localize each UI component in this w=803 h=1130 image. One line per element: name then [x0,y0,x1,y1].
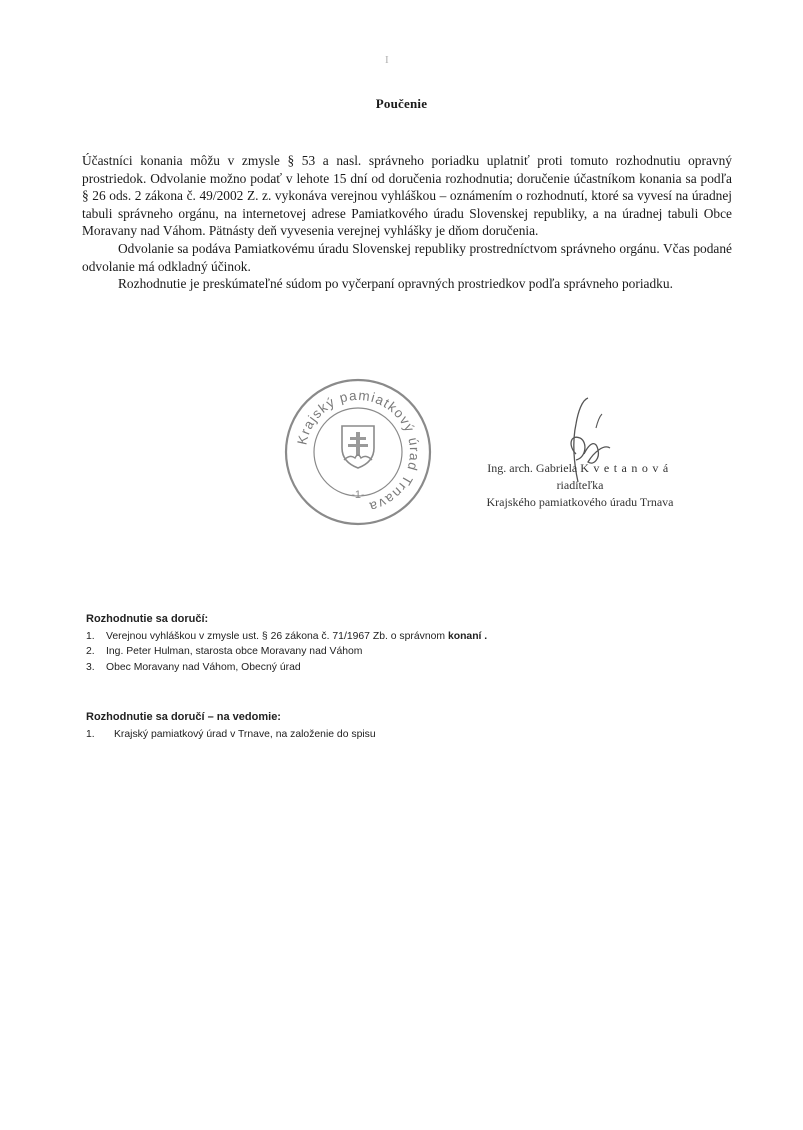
notice-items [86,727,376,743]
delivery-item [86,629,487,645]
paragraph-appeal-rights: Účastníci konania môžu v zmysle § 53 a nasl. správneho poriadku uplatniť proti tomuto rozhodnutiu opravný prostriedok. Odvolanie možno podať v lehote 15 dní od doručenia rozhodnutia; doručenie účastníkom konania sa podľa § 26 ods. 2 zákona č. 49/2002 Z. z. vykonáva verejnou vyhláškou – oznámením o rozhodnutí, ktoré sa vyvesí na úradnej tabuli správneho orgánu, na internetovej adrese Pamiatkového úradu Slovenskej republiky, a na úradnej tabuli Obce Moravany nad Váhom. Pätnásty deň vyvesenia verejnej vyhlášky je dňom doručenia. [82,153,732,239]
signature-block [445,460,715,511]
delivery-item [86,644,487,660]
signatory-name-prefix: Ing. arch. Gabriela [487,461,578,475]
stamp-number: -1- [351,489,365,501]
notice-title: Rozhodnutie sa doručí – na vedomie: [86,711,281,723]
delivery-item-bold-tail: konaní . [447,630,488,642]
delivery-item-text: Obec Moravany nad Váhom, Obecný úrad [106,661,301,673]
office-stamp [278,372,438,532]
stamp-ring-text: Krajský pamiatkový úrad Trnava [294,387,423,515]
instruction-body [82,152,732,293]
notice-item-number: 1. [86,728,95,740]
signatory-surname: Kvetanová [580,461,673,475]
signatory-role: riaditeľka [556,478,604,492]
notice-item [86,727,376,743]
page-number: I [385,54,389,66]
delivery-list [86,612,487,675]
notice-list [86,710,376,742]
delivery-item-number: 3. [86,661,95,673]
delivery-item-text: Ing. Peter Hulman, starosta obce Moravany nad Váhom [106,646,363,657]
delivery-item-number: 1. [86,630,95,642]
document-heading: Poučenie [375,96,428,111]
coat-of-arms-icon [342,426,374,468]
delivery-title: Rozhodnutie sa doručí: [86,613,209,625]
delivery-item-text: Verejnou vyhláškou v zmysle ust. § 26 zákona č. 71/1967 Zb. o správnom [106,630,446,642]
paragraph-appeal-submission: Odvolanie sa podáva Pamiatkovému úradu Slovenskej republiky prostredníctvom správneho orgánu. Včas podané odvolanie má odkladný účinok. [82,240,732,274]
signatory-office: Krajského pamiatkového úradu Trnava [486,495,674,509]
signatory-name [445,460,715,477]
delivery-items [86,629,487,676]
delivery-item [86,660,487,676]
notice-item-text: Krajský pamiatkový úrad v Trnave, na založenie do spisu [114,728,376,740]
paragraph-judicial-review: Rozhodnutie je preskúmateľné súdom po vyčerpaní opravných prostriedkov podľa správneho poriadku. [118,276,673,292]
delivery-item-number: 2. [86,646,95,657]
